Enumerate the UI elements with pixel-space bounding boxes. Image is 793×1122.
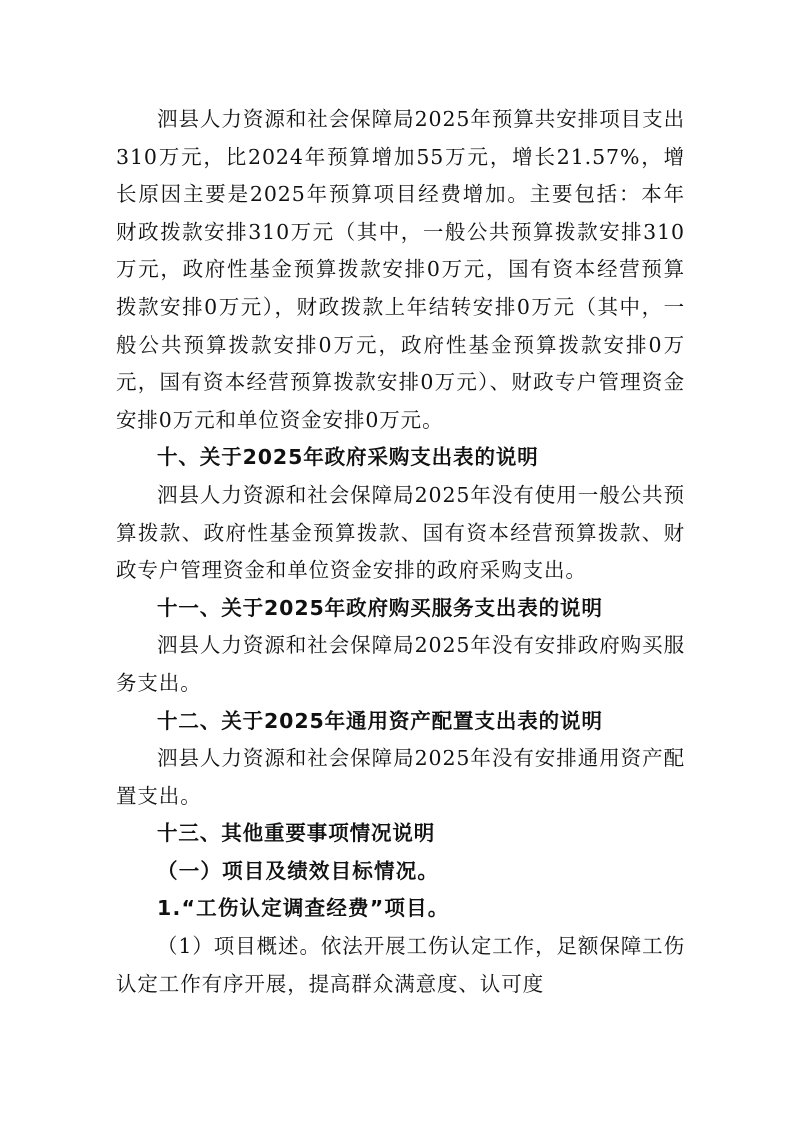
- paragraph-project-expenditure: 泗县人力资源和社会保障局2025年预算共安排项目支出310万元，比2024年预算增加55万元，增长21.57%，增长原因主要是2025年预算项目经费增加。主要包括：本年财政拨款安排310万元（其中，一般公共预算拨款安排310万元，政府性基金预算拨款安排0万元，国有资本经营预算拨款安排0万元），财政拨款上年结转安排0万元（其中，一般公共预算拨款安排0万元，政府性基金预算拨款安排0万元，国有资本经营预算拨款安排0万元）、财政专户管理资金安排0万元和单位资金安排0万元。: [116, 107, 685, 432]
- paragraph-asset-config: 泗县人力资源和社会保障局2025年没有安排通用资产配置支出。: [116, 746, 685, 808]
- heading-item-1: 1.“工伤认定调查经费”项目。: [157, 896, 450, 921]
- heading-section-13: 十三、其他重要事项情况说明: [157, 821, 436, 846]
- heading-subsection-1: （一）项目及绩效目标情况。: [157, 858, 440, 883]
- paragraph-purchase-services: 泗县人力资源和社会保障局2025年没有安排政府购买服务支出。: [116, 633, 685, 695]
- paragraph-procurement: 泗县人力资源和社会保障局2025年没有使用一般公共预算拨款、政府性基金预算拨款、国有资本经营预算拨款、财政专户管理资金和单位资金安排的政府采购支出。: [116, 482, 685, 583]
- heading-section-11: 十一、关于2025年政府购买服务支出表的说明: [157, 595, 603, 620]
- paragraph-project-overview: （1）项目概述。依法开展工伤认定工作，足额保障工伤认定工作有序开展，提高群众满意度、认可度: [116, 934, 685, 996]
- heading-section-10: 十、关于2025年政府采购支出表的说明: [157, 445, 539, 470]
- heading-section-12: 十二、关于2025年通用资产配置支出表的说明: [157, 708, 603, 733]
